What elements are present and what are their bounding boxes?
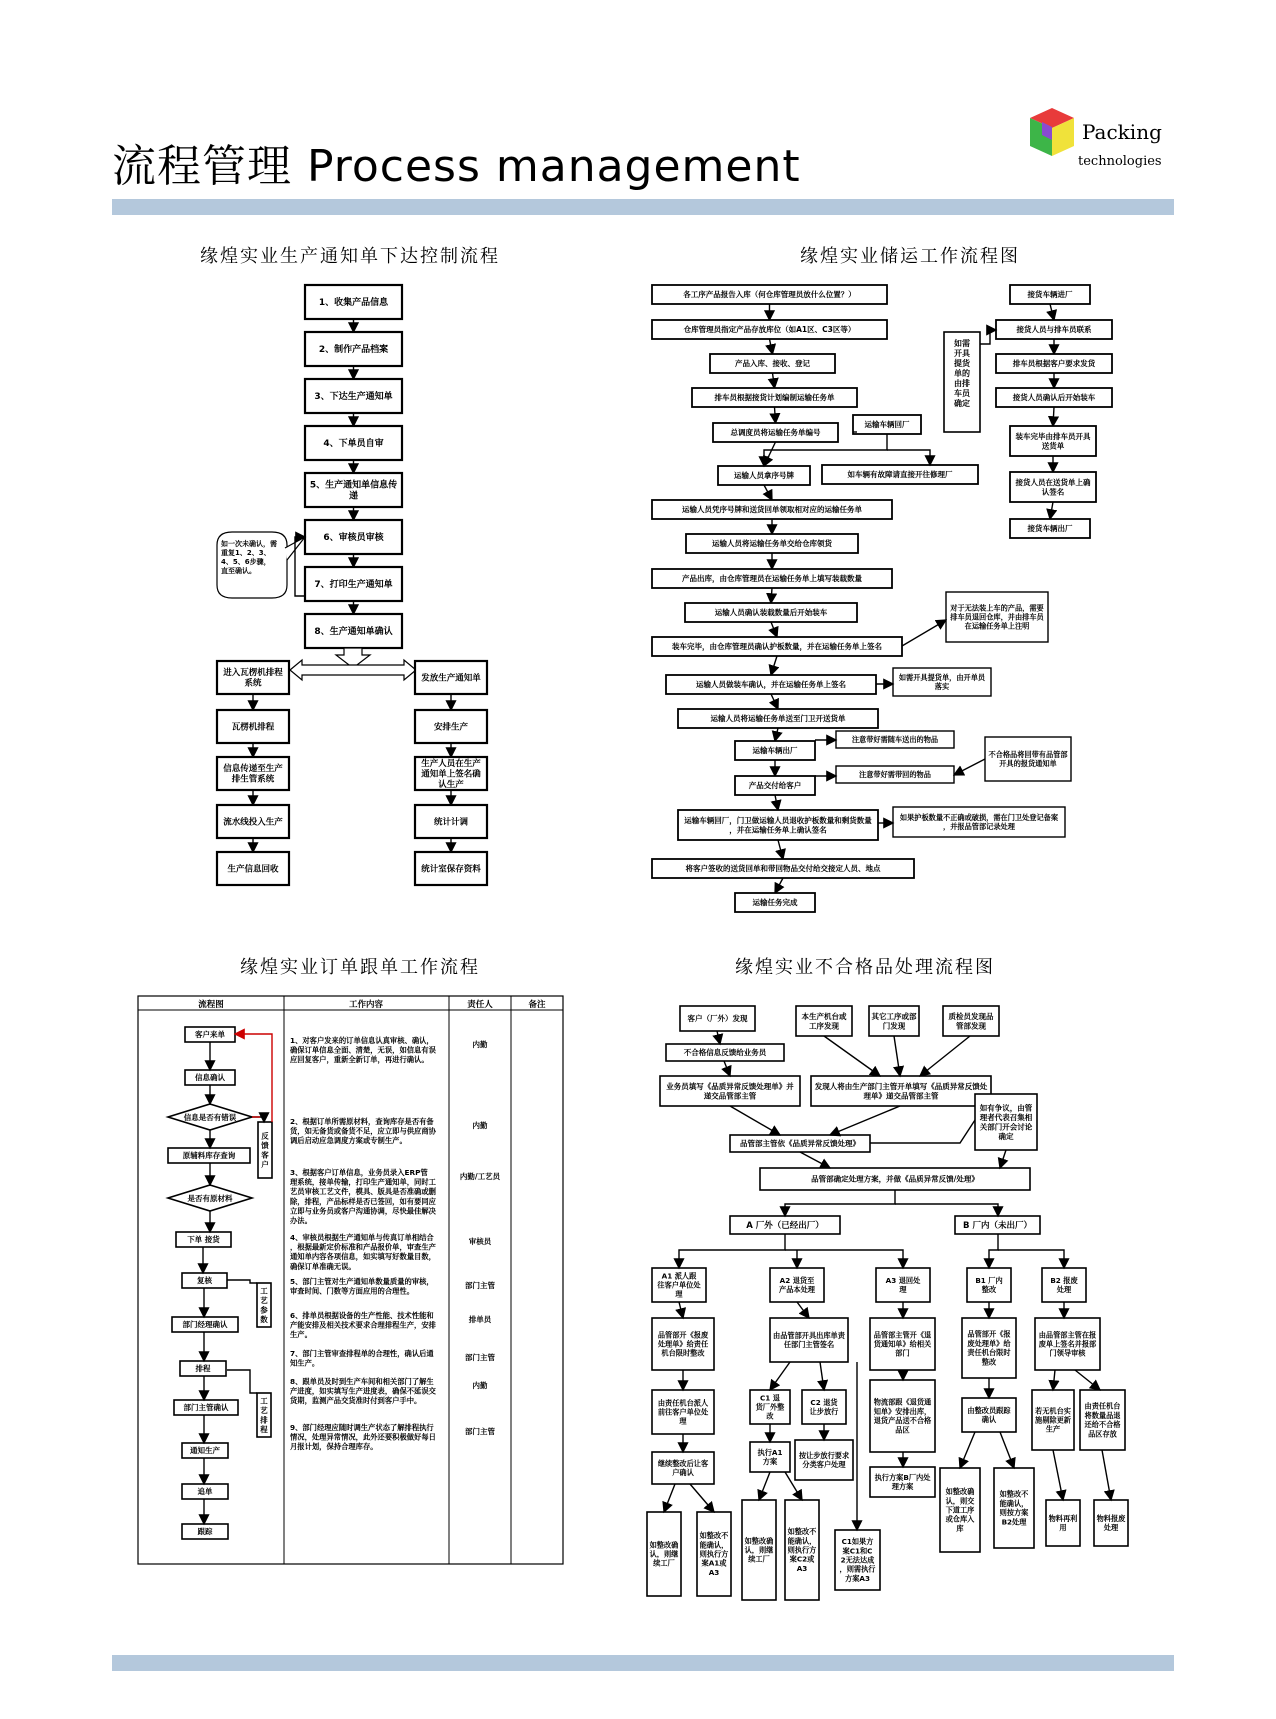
nc-a-node-13: 物流部跟《退货通知单》安排出库，退货产品送不合格品区 [873,1397,932,1435]
storage-main-9: 产品出库，由仓库管理员在运输任务单上填写装载数量 [682,574,862,584]
storage-main-13: 运输人员将运输任务单送至门卫开送货单 [710,714,846,724]
connector-line [920,1036,970,1076]
order-content-4: 4、审核员根据生产通知单与传真订单相结合，根据最新定价标准和产品报价单，审查生产通知单内容各项信息，如实填写好数量目数，确保订单准确无误。 [290,1233,436,1271]
storage-main-1: 各工序产品报告入库（何仓库管理员放什么位置？） [683,290,856,300]
storage-main-15: 产品交付给客户 [748,781,802,791]
nc-source-1: 客户（厂外）发现 [687,1014,748,1024]
nc-a-node-1: A1 派人跟往客户单位处理 [657,1271,701,1299]
connector-line [679,1234,785,1268]
nc-a-node-18: 如整改不能确认，则执行方案C2或 A3 [787,1527,817,1573]
section-title-order: 缘煌实业订单跟单工作流程 [240,957,480,978]
nc-a-node-8: C1 退货厂外整改 [755,1393,785,1421]
order-resp-6: 排单员 [468,1315,492,1324]
connector-line [830,1106,900,1135]
connector-line [764,485,772,500]
connector-line [820,1362,824,1390]
order-content-1: 1、对客户发来的订单信息认真审核、确认，确保订单信息全面、清楚，无误，如信息有误应回复客户，重新全新订单，再进行确认。 [290,1036,436,1065]
order-node-5: 是否有原材料 [187,1194,233,1203]
order-node-9: 排程 [195,1364,211,1374]
connector-line [764,442,776,466]
order-content-8: 8、跟单员及时到生产车间和相关部门了解生产进度，如实填写生产进度表，确保不延误交货期，监测产品交货准时付到客户手中。 [290,1377,436,1406]
order-node-3: 反馈客户 [261,1131,269,1169]
storage-right-4: 接货人员确认后开始装车 [1012,393,1096,403]
storage-right-3: 排车员根据客户要求发货 [1012,359,1096,369]
storage-right-7: 接货车辆出厂 [1027,524,1073,534]
nc-a-node-4: 品管部开《报废处理单》给责任机台限时整改 [657,1330,709,1358]
nc-branch-a: A 厂外（已经出厂） [746,1220,824,1231]
connector-line [771,694,778,709]
connector-line [1075,1370,1100,1390]
page-title: 流程管理 Process management [112,141,801,192]
connector-line [664,1484,675,1512]
nc-top-3: 发现人将由生产部门主管开单填写《品质异常反馈处理单》递交品管部主管 [814,1081,988,1101]
nc-b-node-6: 若无机台实施剔除更新生产 [1035,1406,1071,1434]
connector-line [797,1302,809,1318]
notice-left-4: 流水线投入生产 [223,817,283,828]
connector-line [1000,1432,1014,1468]
connector-line [724,1061,730,1076]
storage-main-2: 仓库管理员指定产品存放库位（如A1区、C3区等） [683,325,856,335]
nc-top-6: 如有争议，由管理者代表召集相关部门开会讨论确定 [979,1103,1033,1141]
notice-right-4: 统计计调 [433,817,469,828]
order-content-6: 6、排单员根据设备的生产性能、技术性能和产能安排及相关技术要求合理排程生产，安排生产。 [290,1311,436,1340]
order-content-3: 3、根据客户订单信息，业务员录入ERP管理系统，接单传输，打印生产通知单，同时工艺员审核工艺文件，模具、版具是否准确或删除，排程，产品标样是否已签回，如有要同应立即与业务员或客户沟通协调，尽快最佳解决办法。 [290,1168,436,1225]
notice-right-2: 安排生产 [433,722,469,733]
storage-mid-1: 运输车辆回厂 [864,420,910,430]
storage-note-4: 注意带好需带回的物品 [859,770,931,780]
order-resp-2: 内勤 [472,1121,488,1130]
nc-a-node-15: 如整改确认，则继续工厂 [649,1540,679,1568]
nc-a-node-10: 执行A1 方案 [757,1447,783,1467]
storage-main-11: 装车完毕，由仓库管理员确认护板数量，并在运输任务单上签名 [672,642,882,652]
storage-main-5: 总调度员将运输任务单编号 [730,428,821,438]
nc-b-node-2: B2 报废处理 [1050,1275,1078,1295]
storage-note-1: 对于无法装上车的产品，需要排车员退回仓库，并由排车员在运输任务单上注明 [950,603,1044,631]
section-title-storage: 缘煌实业储运工作流程图 [800,246,1020,267]
nc-b-node-9: 如整改不能确认，则按方案 B2处理 [999,1489,1029,1527]
connector-line [775,407,776,423]
storage-main-14: 运输车辆出厂 [752,746,798,756]
connector-line [1053,1370,1055,1390]
nc-a-node-12: 品管部主管开《退货通知单》给相关部门 [873,1330,932,1358]
order-node-4: 原辅料库存查询 [182,1151,236,1161]
nc-a-node-11: 按让步放行要求分类客户处理 [798,1450,850,1470]
notice-step-7: 7、打印生产通知单 [314,580,393,591]
order-header-1: 工作内容 [348,1000,384,1010]
order-node-1: 信息确认 [195,1073,225,1083]
storage-right-2: 接货人员与排车员联系 [1016,325,1092,335]
connector-line [770,1362,790,1390]
storage-right-1: 接货车辆进厂 [1027,290,1073,300]
nc-a-node-5: 由责任机台派人前往客户单位处理 [657,1398,709,1426]
nc-source-2: 本生产机台或工序发现 [801,1011,847,1031]
nc-b-node-4: 由品管部主管在报废单上签名并报部门领导审核 [1038,1330,1097,1358]
connector-line [690,1484,714,1512]
connector-line [824,1036,880,1076]
notice-left-1: 进入瓦楞机排程系统 [223,668,283,689]
connector-line [954,759,985,775]
notice-right-3: 生产人员在生产通知单上签名确认生产 [421,758,481,790]
notice-left-3: 信息传递至生产排生管系统 [223,764,283,785]
order-resp-3: 内勤/工艺员 [459,1172,501,1181]
connector-line [1053,1450,1063,1500]
order-node-12: 追单 [197,1487,213,1497]
nc-a-node-19: C1如果方案C1和C 2无法达成，则需执行方案A3 [839,1537,876,1583]
connector-line [960,1432,975,1468]
order-node-10: 部门主管确认 [183,1403,229,1413]
nc-top-5: 品管部确定处理方案，并做《品质异常反馈/处理》 [811,1174,979,1184]
order-content-7: 7、部门主管审查排程单的合理性，确认后通知生产。 [290,1349,434,1368]
nc-b-node-10: 物料再利用 [1048,1513,1078,1533]
nc-b-node-1: B1 厂内整改 [975,1275,1003,1295]
notice-left-5: 生产信息回收 [227,864,279,875]
order-node-13: 跟踪 [197,1527,213,1537]
nc-branch-b: B 厂内（未出厂） [963,1220,1032,1231]
order-node-15: 工艺排程 [260,1396,268,1434]
storage-main-18: 运输任务完成 [752,898,798,908]
connector-line [775,728,778,741]
nc-a-node-3: A3 退回处理 [885,1275,921,1295]
connector-line [771,656,777,675]
connector-line [1000,1150,1006,1168]
storage-main-10: 运输人员确认装载数量后开始装车 [714,608,828,618]
connector-line [785,1250,903,1268]
connector-line [1053,407,1054,426]
storage-main-4: 排车员根据接货计划编制运输任务单 [714,393,835,403]
order-header-2: 责任人 [467,1000,493,1010]
order-resp-8: 内勤 [472,1381,488,1390]
order-resp-4: 审核员 [468,1237,492,1246]
storage-main-3: 产品入库、接收、登记 [735,359,810,369]
connector-line [1050,304,1054,320]
storage-main-7: 运输人员凭序号牌和送货回单领取相对应的运输任务单 [682,505,862,515]
notice-step-1: 1、收集产品信息 [318,298,389,309]
order-node-11: 通知生产 [190,1446,220,1456]
order-resp-9: 部门主管 [465,1427,495,1436]
storage-right-6: 接货人员在送货单上确认签名 [1015,477,1091,497]
connector-line [775,795,778,810]
connector-line [771,622,777,637]
connector-line [775,878,783,893]
connector-line [771,588,772,603]
connector-line [759,1472,770,1500]
storage-note-5: 不合格品将回带有品管部开具的报货通知单 [988,749,1068,769]
notice-right-5: 统计室保存资料 [421,864,481,875]
storage-mid-2: 如车辆有故障请直接开往修理厂 [847,470,953,480]
nc-b-node-3: 品管部开《报废处理单》给责任机台限时整改 [967,1329,1011,1367]
nc-b-node-8: 如整改确认，则交下道工序或仓库入库 [945,1487,975,1533]
connector-line [1050,502,1053,519]
order-node-8: 部门经理确认 [182,1320,228,1330]
connector-line [887,450,930,465]
connector-line [980,330,996,344]
connector-line [989,1234,998,1268]
connector-line [679,1302,683,1318]
storage-side-vertical: 如需开具提货单的由排车员确定 [954,339,970,408]
connector-line [770,339,773,354]
connector-line [730,1106,780,1135]
connector-line [998,1250,1064,1268]
storage-note-2: 如需开具提货单，由开单员落实 [898,672,986,692]
nc-a-node-17: 如整改确认，则继续工厂 [744,1536,774,1564]
nc-source-4: 质检员发现品管部发现 [948,1011,994,1031]
nc-source-3: 其它工序或部门发现 [871,1011,917,1031]
section-title-notice: 缘煌实业生产通知单下达控制流程 [200,246,500,267]
nc-b-node-5: 由整改员跟踪确认 [967,1405,1011,1425]
storage-main-8: 运输人员将运输任务单交给仓库领货 [712,539,832,549]
order-node-0: 客户来单 [195,1030,225,1040]
order-resp-5: 部门主管 [465,1281,495,1290]
connector-line [785,1190,895,1216]
connector-line [902,620,946,646]
storage-main-6: 运输人员拿序号牌 [734,471,794,481]
connector-line [895,1204,998,1216]
storage-main-12: 运输人员做装车确认，并在运输任务单上签名 [696,680,846,690]
connector-line [717,1031,720,1044]
nc-top-1: 不合格信息反馈给业务员 [683,1048,767,1058]
storage-main-16: 运输车辆回厂，门卫做运输人员退收护板数量和剩货数量，并在运输任务单上确认签名 [684,815,872,835]
connector-line [800,1152,830,1168]
nc-a-node-6: 继续整改后让客户确认 [657,1458,709,1478]
notice-step-6: 6、审核员审核 [323,533,384,544]
nc-top-4: 品管部主管依《品质异常反馈处理》 [740,1139,860,1149]
order-node-7: 复核 [197,1276,212,1286]
logo-text-packing: Packing [1082,120,1162,144]
connector-line [894,1036,900,1076]
connector-line [870,1120,975,1143]
notice-left-2: 瓦楞机排程 [231,722,275,733]
order-content-5: 5、部门主管对生产通知单数量质量的审核，审查时间、门数等方面应用的合理性。 [290,1277,434,1296]
nc-b-node-7: 由责任机台将数量品退还给不合格品区存放 [1084,1401,1121,1439]
notice-step-8: 8、生产通知单确认 [314,627,393,638]
nc-a-node-2: A2 退货至产品本处理 [779,1275,815,1295]
order-node-6: 下单 接货 [187,1235,220,1245]
order-content-2: 2、根据订单所需原材料，查询库存是否有备货，如无备货或备货不足，应立即与供应商协调后启动应急调度方案或专制生产。 [290,1117,436,1146]
connector-line [773,373,775,388]
notice-step-4: 4、下单员自审 [323,439,384,450]
notice-step-5: 5、生产通知单信息传递 [309,480,398,502]
notice-note: 如一次未确认，需重复1、2、3、 4、5、6步骤，直至确认。 [221,540,277,575]
nc-a-node-7: 由品管部开具出库单责任部门主管签名 [773,1330,845,1350]
nc-b-node-11: 物料报废处理 [1096,1513,1126,1533]
order-node-14: 工艺参数 [260,1286,268,1324]
section-title-nonconform: 缘煌实业不合格品处理流程图 [735,957,995,978]
order-header-3: 备注 [528,1000,546,1010]
order-resp-1: 内勤 [472,1040,488,1049]
storage-note-6: 如果护板数量不正确或破损，需在门卫处登记备案，并报品管部记录处理 [899,812,1059,832]
nc-a-node-16: 如整改不能确认，则执行方案A1或 A3 [699,1531,729,1577]
notice-step-2: 2、制作产品档案 [318,345,389,356]
storage-note-3: 注意带好需随车送出的物品 [851,735,939,745]
notice-right-1: 发放生产通知单 [421,673,481,684]
connector-line [1102,1450,1111,1500]
logo-text-technologies: technologies [1078,154,1162,169]
order-content-9: 9、部门经理应随时调生产状态了解排程执行情况，处理异常情况，此外还要积极做好每日月报计划，保持合理库存。 [290,1423,436,1452]
order-node-2: 信息是否有错误 [183,1113,237,1122]
storage-right-5: 装车完毕由排车员开具送货单 [1015,431,1091,451]
notice-step-3: 3、下达生产通知单 [314,392,393,403]
nc-a-node-14: 执行方案B厂内处理方案 [874,1472,931,1492]
nc-top-2: 业务员填写《品质异常反馈处理单》并递交品管部主管 [666,1081,794,1101]
storage-main-17: 将客户签收的送货回单和带回物品交付给交接定人员、地点 [685,864,881,874]
order-resp-7: 部门主管 [465,1353,495,1362]
order-header-0: 流程图 [198,1000,224,1010]
connector-line [778,840,783,859]
nc-a-node-9: C2 退货让步放行 [809,1397,839,1417]
